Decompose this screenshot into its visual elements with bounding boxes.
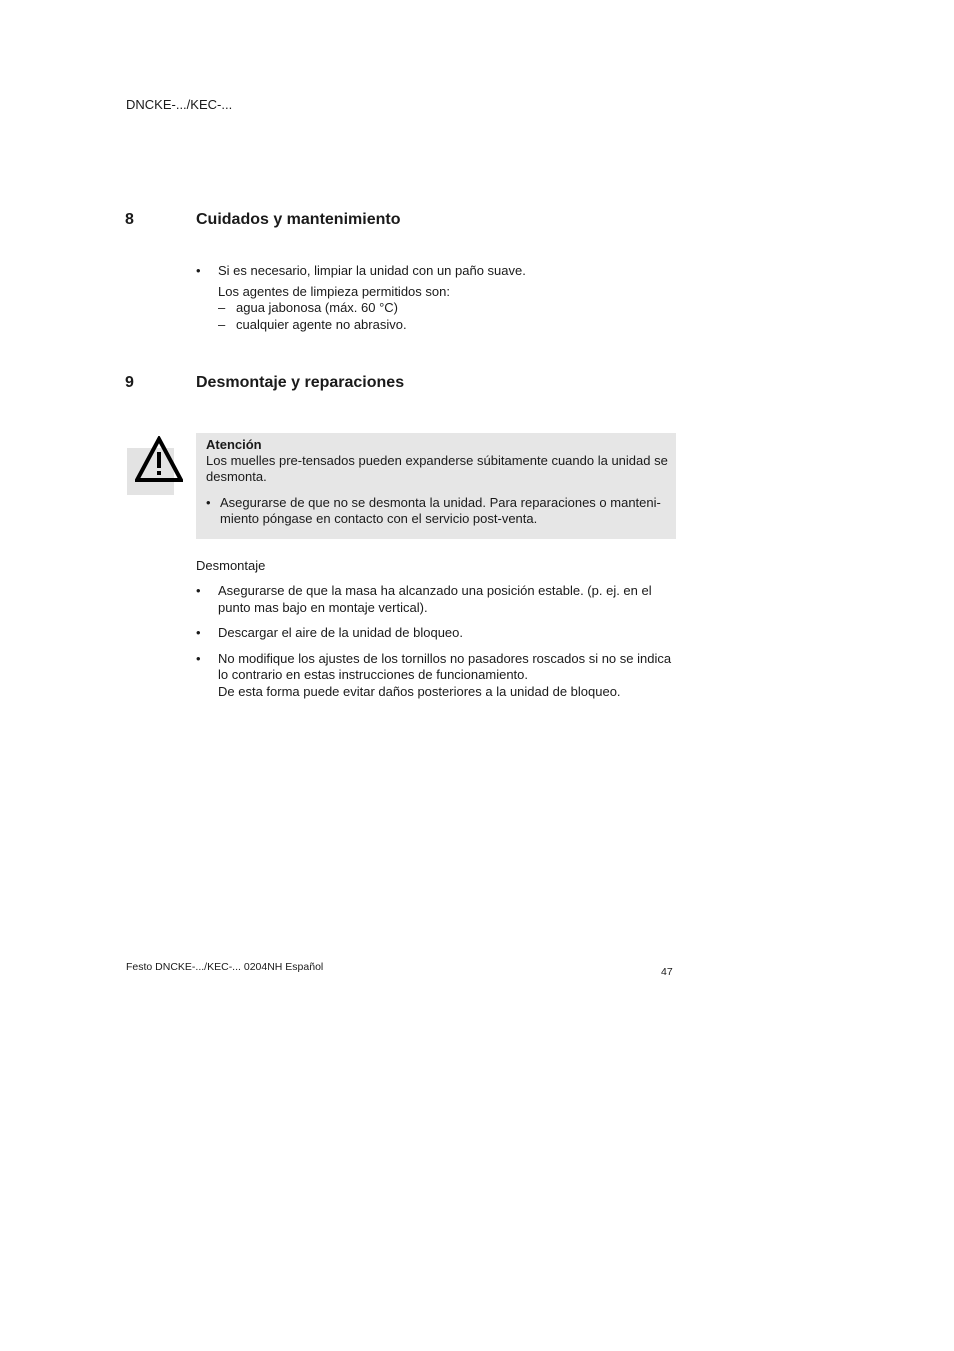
dash-marker: – xyxy=(218,317,226,332)
page-number: 47 xyxy=(661,966,673,978)
section-8-number: 8 xyxy=(125,211,134,228)
disassembly-step-line: Descargar el aire de la unidad de bloqueo. xyxy=(218,625,464,640)
section-8-title: Cuidados y mantenimiento xyxy=(196,211,401,228)
warning-bullet-line: miento póngase en contacto con el servicio post-venta. xyxy=(220,511,538,526)
bullet-marker: • xyxy=(196,263,201,278)
cleaning-agent-item: cualquier agente no abrasivo. xyxy=(236,317,407,332)
warning-text-line: Los muelles pre-tensados pueden expanderse súbitamente cuando la unidad se xyxy=(206,453,668,468)
disassembly-step-line: Asegurarse de que la masa ha alcanzado una posición estable. (p. ej. en el xyxy=(218,583,652,598)
cleaning-agents-intro: Los agentes de limpieza permitidos son: xyxy=(218,284,450,299)
bullet-marker: • xyxy=(196,651,201,666)
footer-document-info: Festo DNCKE-.../KEC-... 0204NH Español xyxy=(126,961,324,973)
warning-text-line: desmonta. xyxy=(206,469,267,484)
disassembly-step-line: No modifique los ajustes de los tornillos no pasadores roscados si no se indica xyxy=(218,651,672,666)
bullet-marker: • xyxy=(206,495,211,510)
cleaning-agent-item: agua jabonosa (máx. 60 °C) xyxy=(236,300,399,315)
warning-bullet-line: Asegurarse de que no se desmonta la unidad. Para reparaciones o manteni- xyxy=(220,495,661,510)
dash-marker: – xyxy=(218,300,226,315)
section-9-title: Desmontaje y reparaciones xyxy=(196,374,405,391)
cleaning-instruction: Si es necesario, limpiar la unidad con un paño suave. xyxy=(218,263,526,278)
warning-heading: Atención xyxy=(206,437,262,452)
disassembly-subheading: Desmontaje xyxy=(196,558,266,573)
running-header: DNCKE-.../KEC-... xyxy=(126,97,233,112)
bullet-marker: • xyxy=(196,583,201,598)
disassembly-step-line: lo contrario en estas instrucciones de funcionamiento. xyxy=(218,667,529,682)
section-9-number: 9 xyxy=(125,374,134,391)
disassembly-step-line: punto mas bajo en montaje vertical). xyxy=(218,600,428,615)
bullet-marker: • xyxy=(196,625,201,640)
disassembly-step-line: De esta forma puede evitar daños posteriores a la unidad de bloqueo. xyxy=(218,684,621,699)
warning-triangle-icon xyxy=(135,436,183,482)
